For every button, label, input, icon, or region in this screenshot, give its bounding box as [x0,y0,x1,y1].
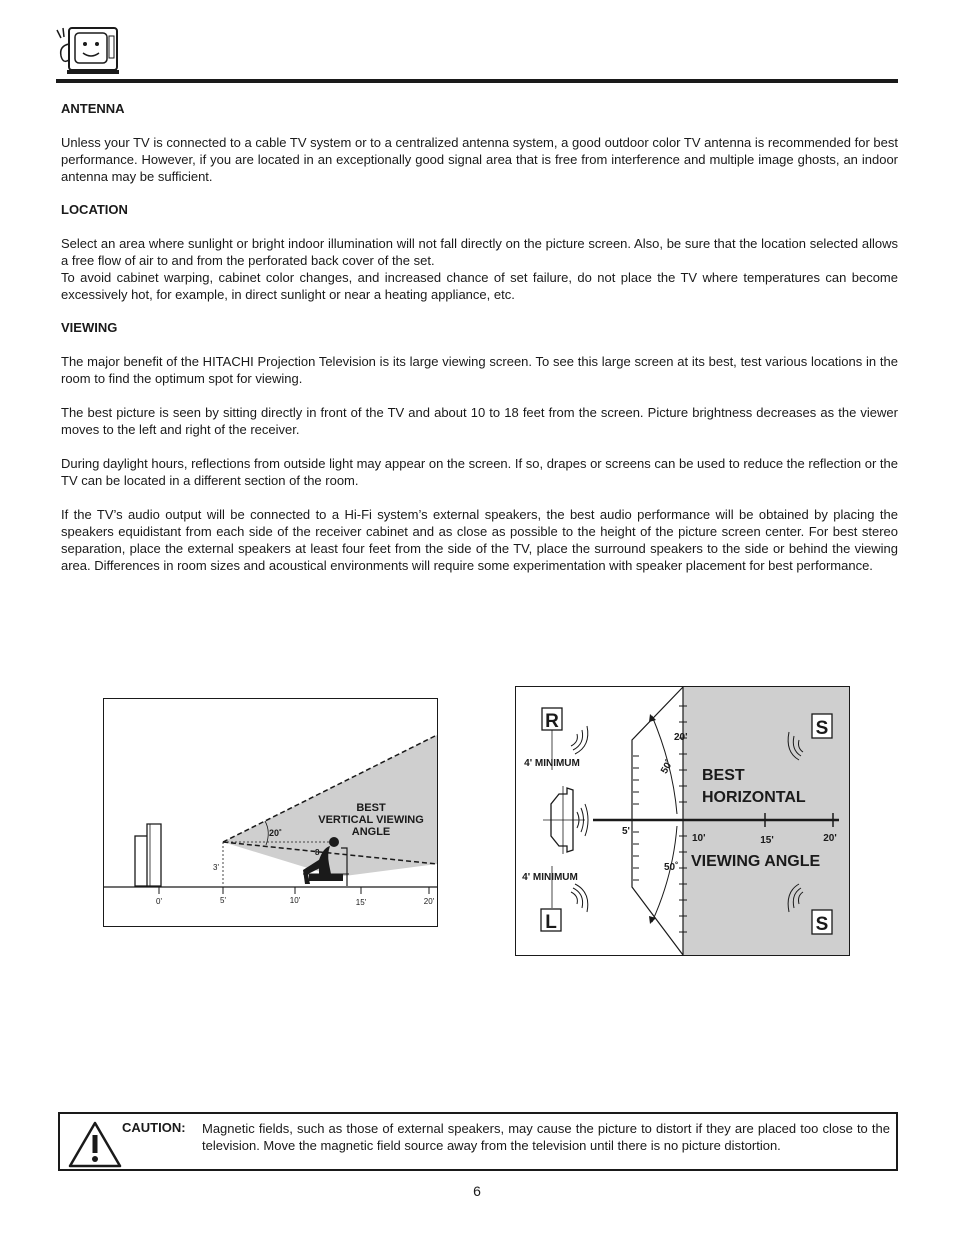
speaker-r-label: R [545,711,559,732]
antenna-heading: ANTENNA [61,101,125,116]
page-number: 6 [473,1183,481,1199]
surround-bottom-label: S [815,914,829,935]
caution-label: CAUTION: [122,1120,186,1135]
dist-20-label: 20' [823,833,837,844]
antenna-paragraph: Unless your TV is connected to a cable TV system or to a centralized antenna system, a good outdoor color TV antenna is recommended for best performance. However, if you are located in an exceptionally good signal area that is free from interference and multiple image ghosts, an indoor antenna may be sufficient. [61,135,898,184]
angle-marker: 8 [315,848,320,857]
vertical-angle-label: 20˚ [269,828,283,838]
speaker-l-label: L [545,912,557,933]
viewing-paragraph-2: The best picture is seen by sitting directly in front of the TV and about 10 to 18 feet from the screen. Picture brightness decreases as the viewer moves to the left and right of the receiver. [61,405,898,437]
vertical-label-line1: BEST [356,802,386,814]
vertical-tick-5: 5' [220,896,226,905]
caution-text: Magnetic fields, such as those of external speakers, may cause the picture to distort if they are placed too close to the television. Move the magnetic field source away from the television until there is no picture distortion. [202,1121,890,1153]
viewing-heading: VIEWING [61,320,118,335]
location-paragraph-2: To avoid cabinet warping, cabinet color changes, and increased chance of set failure, do not place the TV where temperatures can become excessively hot, for example, in direct sunlight or near a heating appliance, etc. [61,270,898,302]
horizontal-label-line3: VIEWING ANGLE [691,853,821,870]
warning-triangle-icon [68,1120,122,1168]
angle-top-label: 50˚ [659,757,676,776]
horizontal-label-line1: BEST [702,767,745,784]
viewing-paragraph-3: During daylight hours, reflections from outside light may appear on the screen. If so, drapes or screens can be used to reduce the reflection or the TV can be located in a different section of the room. [61,456,898,488]
caution-box [58,1112,898,1171]
vertical-height-label: 3' [213,863,219,872]
vertical-label-line3: ANGLE [351,826,391,838]
horizontal-viewing-diagram [515,686,851,958]
dist-5-label: 5' [622,826,630,837]
location-paragraph-1: Select an area where sunlight or bright indoor illumination will not fall directly on the picture screen. Also, be sure that the location selected allows a free flow of air to and from the perforated back cover of the set. [61,236,898,268]
vertical-tick-10: 10' [289,896,301,905]
vertical-tick-20: 20' [423,897,435,906]
vertical-viewing-diagram [103,698,439,928]
header-rule [56,79,898,83]
tv-mascot-icon [55,24,121,76]
viewing-paragraph-4: If the TV’s audio output will be connected to a Hi-Fi system’s external speakers, the best audio performance will be obtained by placing the speakers equidistant from each side of the receiver cabinet and as close as possible to the height of the picture screen center. For best stereo separation, place the external speakers at least four feet from the side of the TV, place the surround speakers to the side or behind the viewing area. Differences in room sizes and acoustical environments will require some experimentation with speaker placement for best performance. [61,507,898,573]
viewing-paragraph-1: The major benefit of the HITACHI Projection Television is its large viewing screen. To see this large screen at its best, test various locations in the room to find the optimum spot for viewing. [61,354,898,386]
dist-15-label: 15' [760,835,774,846]
main-content [61,101,898,591]
vertical-label-line2: VERTICAL VIEWING [318,814,424,826]
location-heading: LOCATION [61,202,128,217]
angle-bottom-label: 50˚ [664,862,679,873]
vertical-tick-15: 15' [355,898,367,907]
dist-10-label: 10' [692,833,706,844]
vertical-tick-0: 0' [156,897,162,906]
min-top-label: 4' MINIMUM [524,758,580,769]
dist-20-top-label: 20' [674,732,688,743]
horizontal-label-line2: HORIZONTAL [702,789,806,806]
min-bottom-label: 4' MINIMUM [522,872,578,883]
surround-top-label: S [815,718,829,739]
